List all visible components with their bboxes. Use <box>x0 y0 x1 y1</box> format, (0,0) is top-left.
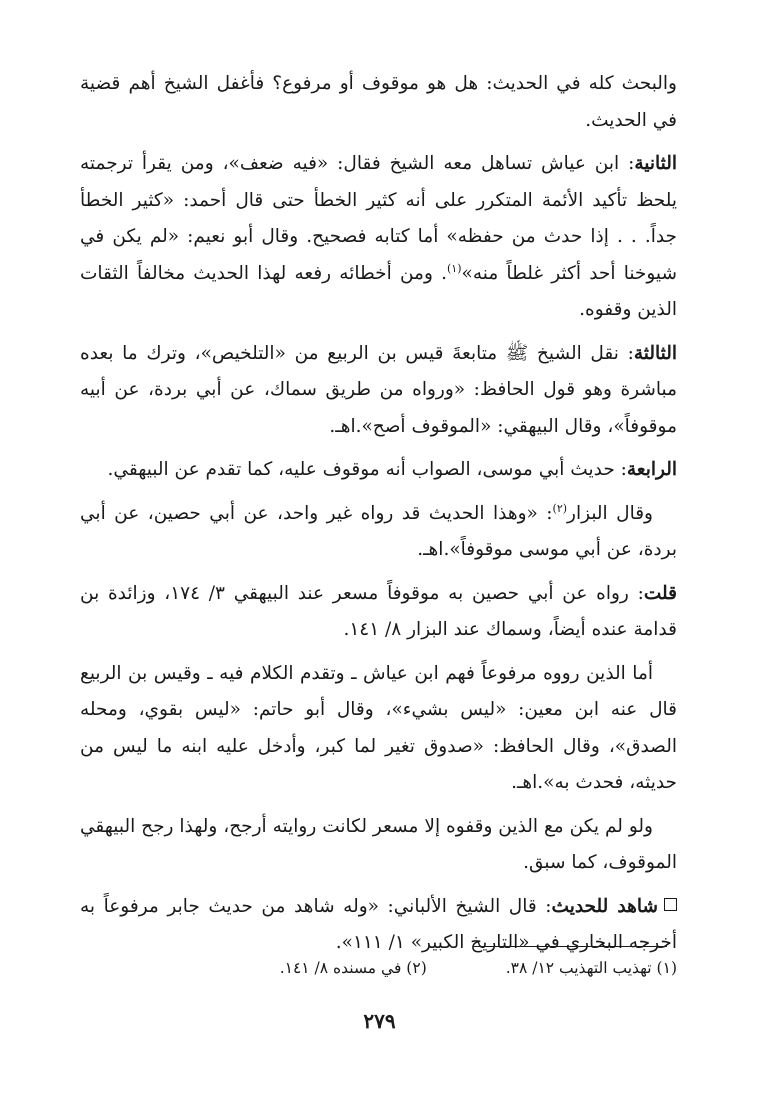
footnote-text: في مسنده ٨/ ١٤١. <box>279 959 402 977</box>
page-number: ٢٧٩ <box>363 1009 396 1033</box>
paragraph-lead: الثالثة <box>633 342 677 364</box>
paragraph-text: : ابن عياش تساهل معه الشيخ فقال: «فيه ضعف»، ومن يقرأ ترجمته يلحظ تأكيد الأئمة المتكرر على أنه كثير الخطأ حتى قال أحمد: «كثير الخطأ جداً. . . إذا حدث من حفظه» أما كتابه فصحيح. وقال أبو نعيم: «لم يكن في شيوخنا أحد أكثر غلطاً منه» <box>80 153 677 284</box>
paragraph-lead: قلت <box>643 582 677 604</box>
paragraph-text: : حديث أبي موسى، الصواب أنه موقوف عليه، كما تقدم عن البيهقي. <box>107 459 627 480</box>
footnote-label: (٢) <box>406 959 427 977</box>
paragraph-text: : نقل الشيخ ﷺ متابعةَ قيس بن الربيع من «التلخيص»، وترك ما بعده مباشرة وهو قول الحافظ: «ورواه من طريق سماك، عن أبي بردة، عن أبيه موقوفاً»، وقال البيهقي: «الموقوف أصح».اهـ. <box>80 342 677 437</box>
paragraph-4 <box>80 452 677 489</box>
paragraph-text: : رواه عن أبي حصين به موقوفاً مسعر عند البيهقي ٣/ ١٧٤، وزائدة بن قدامة عنده أيضاً، وسماك عند البزار ٨/ ١٤١. <box>80 582 677 640</box>
paragraph-8 <box>80 809 677 882</box>
paragraph-5 <box>80 496 677 569</box>
square-bullet-icon <box>664 898 677 911</box>
footnotes <box>80 955 677 981</box>
paragraph-7 <box>80 656 677 802</box>
footnote-ref-1: (١) <box>446 261 462 275</box>
paragraph-6 <box>80 576 677 649</box>
paragraph-1 <box>80 66 677 139</box>
paragraph-2 <box>80 146 677 329</box>
paragraph-9 <box>80 889 677 962</box>
footnote-2 <box>280 955 427 981</box>
paragraph-text: أما الذين رووه مرفوعاً فهم ابن عياش ـ وتقدم الكلام فيه ـ وقيس بن الربيع قال عنه ابن معين: «ليس بشيء»، وقال أبو حاتم: «ليس بقوي، ومحله الصدق»، وقال الحافظ: «صدوق تغير لما كبر، وأدخل عليه ابنه ما ليس من حديثه، فحدث به».اهـ. <box>80 662 677 793</box>
paragraph-text: وقال البزار <box>567 502 653 524</box>
footnote-ref-2: (٢) <box>552 501 568 515</box>
paragraph-3 <box>80 336 677 446</box>
paragraph-lead: شاهد للحديث <box>551 895 658 917</box>
footnote-divider <box>473 946 667 947</box>
paragraph-tail: : «وهذا الحديث قد رواه غير واحد، عن أبي حصين، عن أبي بردة، عن أبي موسى موقوفاً».اهـ. <box>80 502 677 560</box>
footnote-text: تهذيب التهذيب ١٢/ ٣٨. <box>505 959 652 977</box>
paragraph-tail: . ومن أخطائه رفعه لهذا الحديث مخالفاً الثقات الذين وقفوه. <box>80 262 677 320</box>
footnote-1 <box>506 955 677 981</box>
footnote-label: (١) <box>656 959 677 977</box>
body-text <box>80 66 677 969</box>
paragraph-text: ولو لم يكن مع الذين وقفوه إلا مسعر لكانت روايته أرجح، ولهذا رجح البيهقي الموقوف، كما سبق. <box>80 815 677 873</box>
paragraph-lead: الثانية <box>634 153 677 174</box>
paragraph-text: : قال الشيخ الألباني: «وله شاهد من حديث جابر مرفوعاً به أخرجه البخاري في «التاريخ الكبير» ١/ ١١١». <box>80 895 677 953</box>
paragraph-text: والبحث كله في الحديث: هل هو موقوف أو مرفوع؟ فأغفل الشيخ أهم قضية في الحديث. <box>80 73 677 131</box>
paragraph-lead: الرابعة <box>626 459 677 480</box>
